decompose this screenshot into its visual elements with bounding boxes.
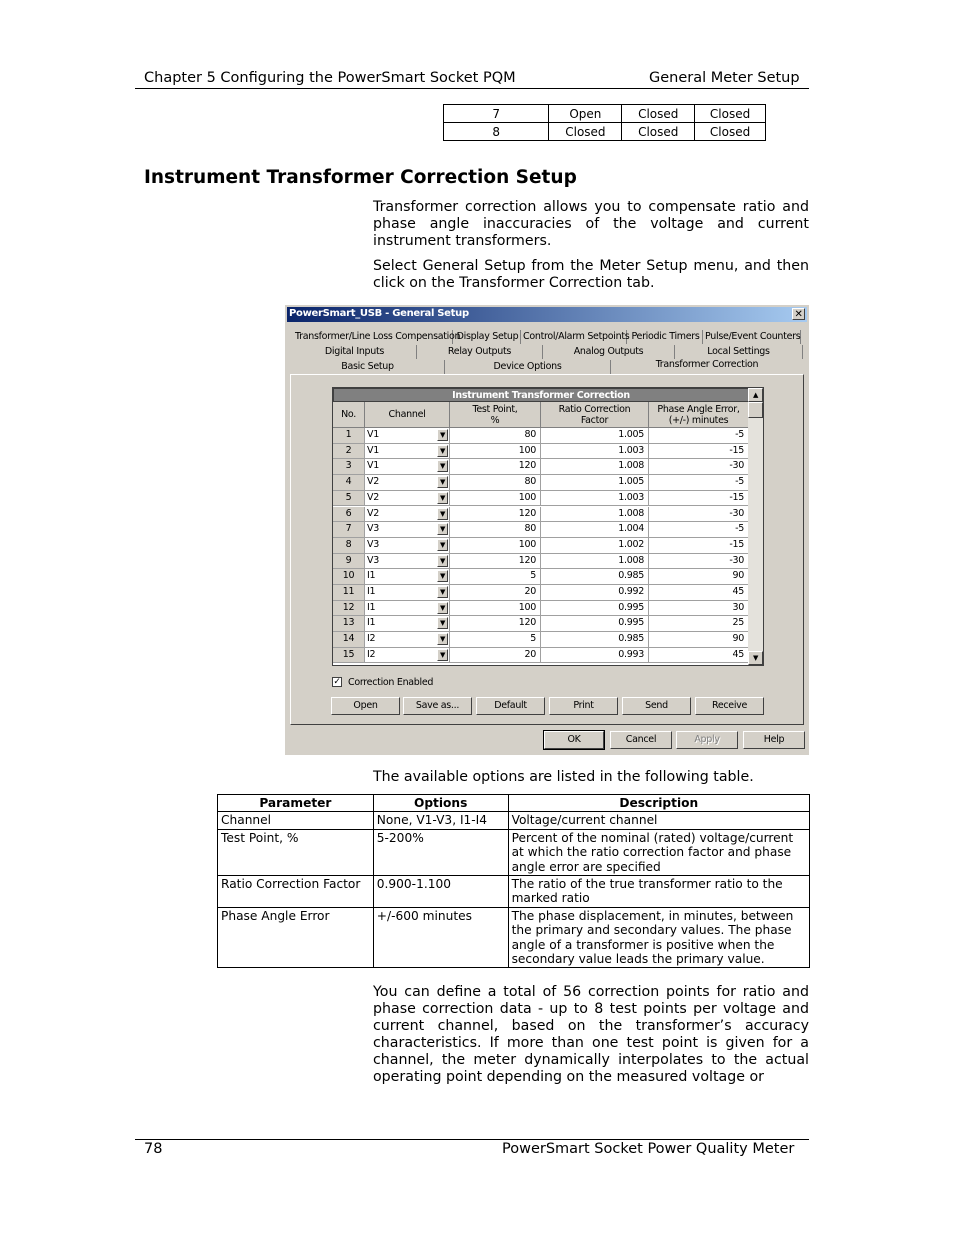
table-cell: 8 (444, 123, 549, 141)
channel-select[interactable] (365, 491, 450, 506)
phase-angle-cell[interactable] (649, 522, 749, 537)
ratio-correction-cell[interactable] (541, 507, 649, 522)
cell-text: 20 (524, 586, 536, 597)
phase-angle-cell[interactable] (649, 475, 749, 490)
table-cell: 7 (444, 105, 549, 123)
row-number (333, 632, 365, 647)
cell-text: I2 (367, 648, 376, 660)
chevron-down-icon[interactable]: ▼ (437, 476, 448, 488)
cell-text: 45 (732, 648, 744, 660)
chevron-down-icon[interactable]: ▼ (437, 586, 448, 598)
channel-select[interactable] (365, 507, 450, 522)
ratio-correction-cell[interactable] (541, 569, 649, 584)
table-header-row (218, 795, 810, 812)
table-cell: Closed (622, 105, 695, 123)
phase-angle-cell[interactable] (649, 554, 749, 569)
cell-text: V1 (367, 460, 379, 472)
cell-text: 80 (524, 429, 536, 440)
tab-relay-outputs[interactable]: Relay Outputs (417, 345, 543, 359)
close-icon[interactable]: ✕ (792, 308, 805, 320)
table-row[interactable] (333, 616, 749, 632)
table-row[interactable] (333, 507, 749, 523)
cell-text: 5 (530, 633, 536, 645)
table-row[interactable] (333, 601, 749, 617)
ratio-correction-cell[interactable] (541, 601, 649, 616)
test-point-cell[interactable] (450, 632, 541, 647)
cell-text: I1 (367, 617, 376, 629)
options-table (217, 794, 810, 968)
cell-text: 5 (530, 570, 536, 582)
ratio-correction-cell[interactable] (541, 444, 649, 459)
table-cell: Percent of the nominal (rated) voltage/current at which the ratio correction factor and phase angle error are specified (508, 829, 809, 875)
table-row (218, 812, 810, 829)
cell-text: 120 (518, 507, 536, 519)
chevron-down-icon[interactable]: ▼ (437, 429, 448, 441)
ratio-correction-cell[interactable] (541, 632, 649, 647)
test-point-cell[interactable] (450, 507, 541, 522)
channel-select[interactable] (365, 554, 450, 569)
test-point-cell[interactable] (450, 616, 541, 631)
dialog-titlebar (287, 307, 807, 322)
correction-points-paragraph: You can define a total of 56 correction points for ratio and phase correction data - up to 8 test points per voltage and current channel, based on the transformer’s accuracy characteristics. If more than one test point is given for a channel, the meter dynamically interpolates to the actual operating point depending on the measured voltage or (373, 984, 809, 1085)
cell-text: 1.005 (618, 429, 644, 440)
cell-text: 90 (732, 633, 744, 645)
ratio-correction-cell[interactable] (541, 648, 649, 663)
cell-text: 45 (732, 586, 744, 597)
cell-text: 1.008 (618, 554, 644, 566)
cell-text: -30 (729, 460, 744, 472)
phase-angle-cell[interactable] (649, 632, 749, 647)
cell-text: V3 (367, 538, 379, 550)
col-header-phase-angle: Phase Angle Error, (+/-) minutes (649, 402, 749, 428)
table-cell: The ratio of the true transformer ratio to the marked ratio (508, 876, 809, 908)
table-cell: Closed (695, 123, 766, 141)
instruction-paragraph: Select General Setup from the Meter Setup menu, and then click on the Transformer Correction tab. (373, 258, 809, 291)
chevron-down-icon[interactable]: ▼ (437, 617, 448, 629)
cell-text: -15 (729, 491, 744, 503)
row-number (333, 538, 365, 553)
intro-paragraph: Transformer correction allows you to compensate ratio and phase angle inaccuracies of the voltage and current instrument transformers. (373, 199, 809, 249)
chevron-down-icon[interactable]: ▼ (437, 539, 448, 551)
row-number (333, 428, 365, 443)
cell-text: 0.995 (618, 617, 644, 629)
grid-title: Instrument Transformer Correction (333, 388, 749, 402)
table-row[interactable] (333, 648, 749, 664)
ratio-correction-cell[interactable] (541, 554, 649, 569)
cell-text: V1 (367, 444, 379, 456)
table-cell: Ratio Correction Factor (218, 876, 374, 908)
cell-text: 11 (342, 586, 355, 597)
page-number: 78 (144, 1141, 163, 1157)
row-number (333, 554, 365, 569)
cell-text: 13 (342, 617, 355, 629)
table-row[interactable] (333, 538, 749, 554)
ratio-correction-cell[interactable] (541, 428, 649, 443)
correction-grid[interactable] (332, 387, 764, 666)
channel-select[interactable] (365, 585, 450, 600)
test-point-cell[interactable] (450, 428, 541, 443)
cell-text: -15 (729, 444, 744, 456)
cell-text: 120 (518, 460, 536, 472)
section-header: General Meter Setup (649, 70, 800, 86)
tab-transformer-line-loss[interactable]: Transformer/Line Loss Compensation (295, 331, 461, 342)
test-point-cell[interactable] (450, 554, 541, 569)
cell-text: 1.003 (618, 491, 644, 503)
phase-angle-cell[interactable] (649, 569, 749, 584)
test-point-cell[interactable] (450, 444, 541, 459)
help-button[interactable]: Help (743, 731, 805, 749)
cell-text: V1 (367, 429, 379, 440)
send-button[interactable]: Send (622, 697, 691, 715)
ratio-correction-cell[interactable] (541, 538, 649, 553)
channel-select[interactable] (365, 428, 450, 443)
phase-angle-cell[interactable] (649, 648, 749, 663)
cell-text: -30 (729, 554, 744, 566)
tab-digital-inputs[interactable]: Digital Inputs (293, 345, 417, 359)
table-row (444, 123, 766, 141)
cell-text: 0.993 (618, 648, 644, 660)
tab-display-setup[interactable]: Display Setup (455, 330, 521, 344)
ratio-correction-cell[interactable] (541, 459, 649, 474)
channel-select[interactable] (365, 601, 450, 616)
chevron-down-icon[interactable]: ▼ (437, 492, 448, 504)
cell-text: 1.005 (618, 476, 644, 488)
open-button[interactable]: Open (331, 697, 400, 715)
chevron-down-icon[interactable]: ▼ (437, 555, 448, 567)
row-number (333, 475, 365, 490)
cell-text: V2 (367, 491, 379, 503)
test-point-cell[interactable] (450, 569, 541, 584)
scroll-up-icon[interactable]: ▲ (748, 388, 763, 402)
ratio-correction-cell[interactable] (541, 522, 649, 537)
cell-text: 80 (524, 523, 536, 535)
chevron-down-icon[interactable]: ▼ (437, 602, 448, 614)
table-row[interactable] (333, 569, 749, 585)
col-header-parameter: Parameter (218, 795, 374, 812)
col-header-description: Description (508, 795, 809, 812)
scroll-thumb[interactable] (748, 402, 763, 418)
footer-rule (135, 1139, 809, 1140)
cell-text: 90 (732, 570, 744, 582)
cancel-button[interactable]: Cancel (610, 731, 672, 749)
phase-angle-cell[interactable] (649, 507, 749, 522)
ratio-correction-cell[interactable] (541, 475, 649, 490)
receive-button[interactable]: Receive (695, 697, 764, 715)
col-header-ratio-correction: Ratio Correction Factor (541, 402, 649, 428)
cell-text: 30 (732, 601, 744, 613)
col-header-no: No. (333, 402, 365, 428)
cell-text: V3 (367, 523, 379, 535)
table-cell: +/-600 minutes (373, 907, 508, 968)
table-row (218, 907, 810, 968)
cell-text: 1.004 (618, 523, 644, 535)
table-cell: Closed (695, 105, 766, 123)
row-number (333, 585, 365, 600)
channel-select[interactable] (365, 475, 450, 490)
col-header-channel: Channel (365, 402, 450, 428)
cell-text: V2 (367, 476, 379, 488)
table-cell: Channel (218, 812, 374, 829)
cell-text: 6 (345, 507, 352, 519)
cell-text: 9 (345, 554, 352, 566)
options-intro: The available options are listed in the following table. (373, 769, 754, 785)
default-button[interactable]: Default (476, 697, 545, 715)
relay-state-table (443, 104, 766, 141)
cell-text: 20 (524, 648, 536, 660)
cell-text: 80 (524, 476, 536, 488)
cell-text: 0.985 (618, 633, 644, 645)
tab-transformer-correction[interactable]: Transformer Correction (655, 359, 759, 370)
phase-angle-cell[interactable] (649, 459, 749, 474)
cell-text: 1.008 (618, 460, 644, 472)
correction-enabled-checkbox[interactable]: ✓ (333, 677, 341, 687)
cell-text: 15 (342, 648, 355, 660)
phase-angle-cell[interactable] (649, 538, 749, 553)
row-number (333, 444, 365, 459)
chevron-down-icon[interactable]: ▼ (437, 649, 448, 661)
chevron-down-icon[interactable]: ▼ (437, 633, 448, 645)
table-row (444, 105, 766, 123)
col-header-test-point: Test Point, % (450, 402, 541, 428)
cell-text: V2 (367, 507, 379, 519)
row-number (333, 616, 365, 631)
table-row (218, 876, 810, 908)
scroll-down-icon[interactable]: ▼ (748, 651, 763, 665)
cell-text: 0.995 (618, 601, 644, 613)
ok-button[interactable]: OK (544, 731, 604, 749)
row-number (333, 648, 365, 663)
test-point-cell[interactable] (450, 459, 541, 474)
test-point-cell[interactable] (450, 491, 541, 506)
tab-pulse-event-counters[interactable]: Pulse/Event Counters (705, 331, 801, 342)
phase-angle-cell[interactable] (649, 428, 749, 443)
table-row[interactable] (333, 522, 749, 538)
table-cell: 5-200% (373, 829, 508, 875)
table-row[interactable] (333, 585, 749, 601)
table-cell: Voltage/current channel (508, 812, 809, 829)
cell-text: 0.985 (618, 570, 644, 582)
table-cell: Closed (549, 123, 622, 141)
chapter-header: Chapter 5 Configuring the PowerSmart Socket PQM (144, 70, 516, 86)
section-title: Instrument Transformer Correction Setup (144, 167, 577, 188)
cell-text: I1 (367, 601, 376, 613)
test-point-cell[interactable] (450, 475, 541, 490)
print-button[interactable]: Print (549, 697, 618, 715)
channel-select[interactable] (365, 632, 450, 647)
table-row[interactable] (333, 632, 749, 648)
table-row[interactable] (333, 554, 749, 570)
test-point-cell[interactable] (450, 538, 541, 553)
cell-text: 1.002 (618, 538, 644, 550)
table-row[interactable] (333, 491, 749, 507)
cell-text: 14 (342, 633, 355, 645)
table-cell: Open (549, 105, 622, 123)
grid-scrollbar[interactable] (748, 388, 763, 665)
cell-text: -5 (735, 476, 744, 488)
cell-text: -5 (735, 429, 744, 440)
cell-text: 120 (518, 554, 536, 566)
table-row[interactable] (333, 475, 749, 491)
save-as-button[interactable]: Save as... (403, 697, 472, 715)
chevron-down-icon[interactable]: ▼ (437, 508, 448, 520)
channel-select[interactable] (365, 444, 450, 459)
chevron-down-icon[interactable]: ▼ (437, 523, 448, 535)
cell-text: 12 (342, 601, 355, 613)
cell-text: 3 (345, 460, 352, 472)
phase-angle-cell[interactable] (649, 491, 749, 506)
cell-text: 5 (345, 491, 352, 503)
row-number (333, 491, 365, 506)
apply-button[interactable]: Apply (676, 731, 738, 749)
cell-text: 1.008 (618, 507, 644, 519)
channel-select[interactable] (365, 522, 450, 537)
table-row (218, 829, 810, 875)
header-rule (135, 88, 809, 89)
table-cell: Test Point, % (218, 829, 374, 875)
cell-text: 120 (518, 617, 536, 629)
cell-text: -5 (735, 523, 744, 535)
phase-angle-cell[interactable] (649, 585, 749, 600)
general-setup-dialog (285, 305, 809, 755)
tab-analog-outputs[interactable]: Analog Outputs (543, 345, 675, 359)
test-point-cell[interactable] (450, 522, 541, 537)
cell-text: V3 (367, 554, 379, 566)
table-row[interactable] (333, 428, 749, 444)
cell-text: 100 (518, 601, 536, 613)
channel-select[interactable] (365, 648, 450, 663)
dialog-title: PowerSmart_USB - General Setup (289, 308, 469, 319)
channel-select[interactable] (365, 616, 450, 631)
phase-angle-cell[interactable] (649, 616, 749, 631)
cell-text: 10 (342, 570, 355, 582)
cell-text: 25 (732, 617, 744, 629)
test-point-cell[interactable] (450, 585, 541, 600)
cell-text: I1 (367, 586, 376, 597)
table-cell: Closed (622, 123, 695, 141)
cell-text: -15 (729, 538, 744, 550)
cell-text: 2 (345, 444, 352, 456)
correction-enabled-label: Correction Enabled (348, 677, 434, 688)
cell-text: 100 (518, 491, 536, 503)
table-row[interactable] (333, 444, 749, 460)
channel-select[interactable] (365, 538, 450, 553)
chevron-down-icon[interactable]: ▼ (437, 445, 448, 457)
phase-angle-cell[interactable] (649, 444, 749, 459)
cell-text: 8 (345, 538, 352, 550)
table-cell: The phase displacement, in minutes, between the primary and secondary values. The phase angle of a transformer is positive when the secondary value leads the primary value. (508, 907, 809, 968)
row-number (333, 459, 365, 474)
cell-text: I2 (367, 633, 376, 645)
channel-select[interactable] (365, 569, 450, 584)
row-number (333, 601, 365, 616)
cell-text: 4 (345, 476, 352, 488)
row-number (333, 507, 365, 522)
phase-angle-cell[interactable] (649, 601, 749, 616)
chevron-down-icon[interactable]: ▼ (437, 460, 448, 472)
cell-text: 100 (518, 538, 536, 550)
table-row[interactable] (333, 459, 749, 475)
tab-device-options[interactable]: Device Options (445, 360, 611, 374)
col-header-options: Options (373, 795, 508, 812)
table-cell: Phase Angle Error (218, 907, 374, 968)
footer-title: PowerSmart Socket Power Quality Meter (502, 1141, 795, 1157)
table-cell: 0.900-1.100 (373, 876, 508, 908)
ratio-correction-cell[interactable] (541, 491, 649, 506)
tab-control-alarm-setpoints[interactable]: Control/Alarm Setpoints (523, 331, 630, 342)
cell-text: 100 (518, 444, 536, 456)
cell-text: 1 (345, 429, 352, 440)
ratio-correction-cell[interactable] (541, 616, 649, 631)
cell-text: 1.003 (618, 444, 644, 456)
table-cell: None, V1-V3, I1-I4 (373, 812, 508, 829)
channel-select[interactable] (365, 459, 450, 474)
test-point-cell[interactable] (450, 648, 541, 663)
chevron-down-icon[interactable]: ▼ (437, 570, 448, 582)
test-point-cell[interactable] (450, 601, 541, 616)
cell-text: 0.992 (618, 586, 644, 597)
row-number (333, 569, 365, 584)
cell-text: 7 (345, 523, 352, 535)
tab-periodic-timers[interactable]: Periodic Timers (629, 330, 703, 344)
tab-local-settings[interactable]: Local Settings (675, 345, 803, 359)
tab-basic-setup[interactable]: Basic Setup (291, 360, 445, 374)
ratio-correction-cell[interactable] (541, 585, 649, 600)
cell-text: -30 (729, 507, 744, 519)
row-number (333, 522, 365, 537)
cell-text: I1 (367, 570, 376, 582)
